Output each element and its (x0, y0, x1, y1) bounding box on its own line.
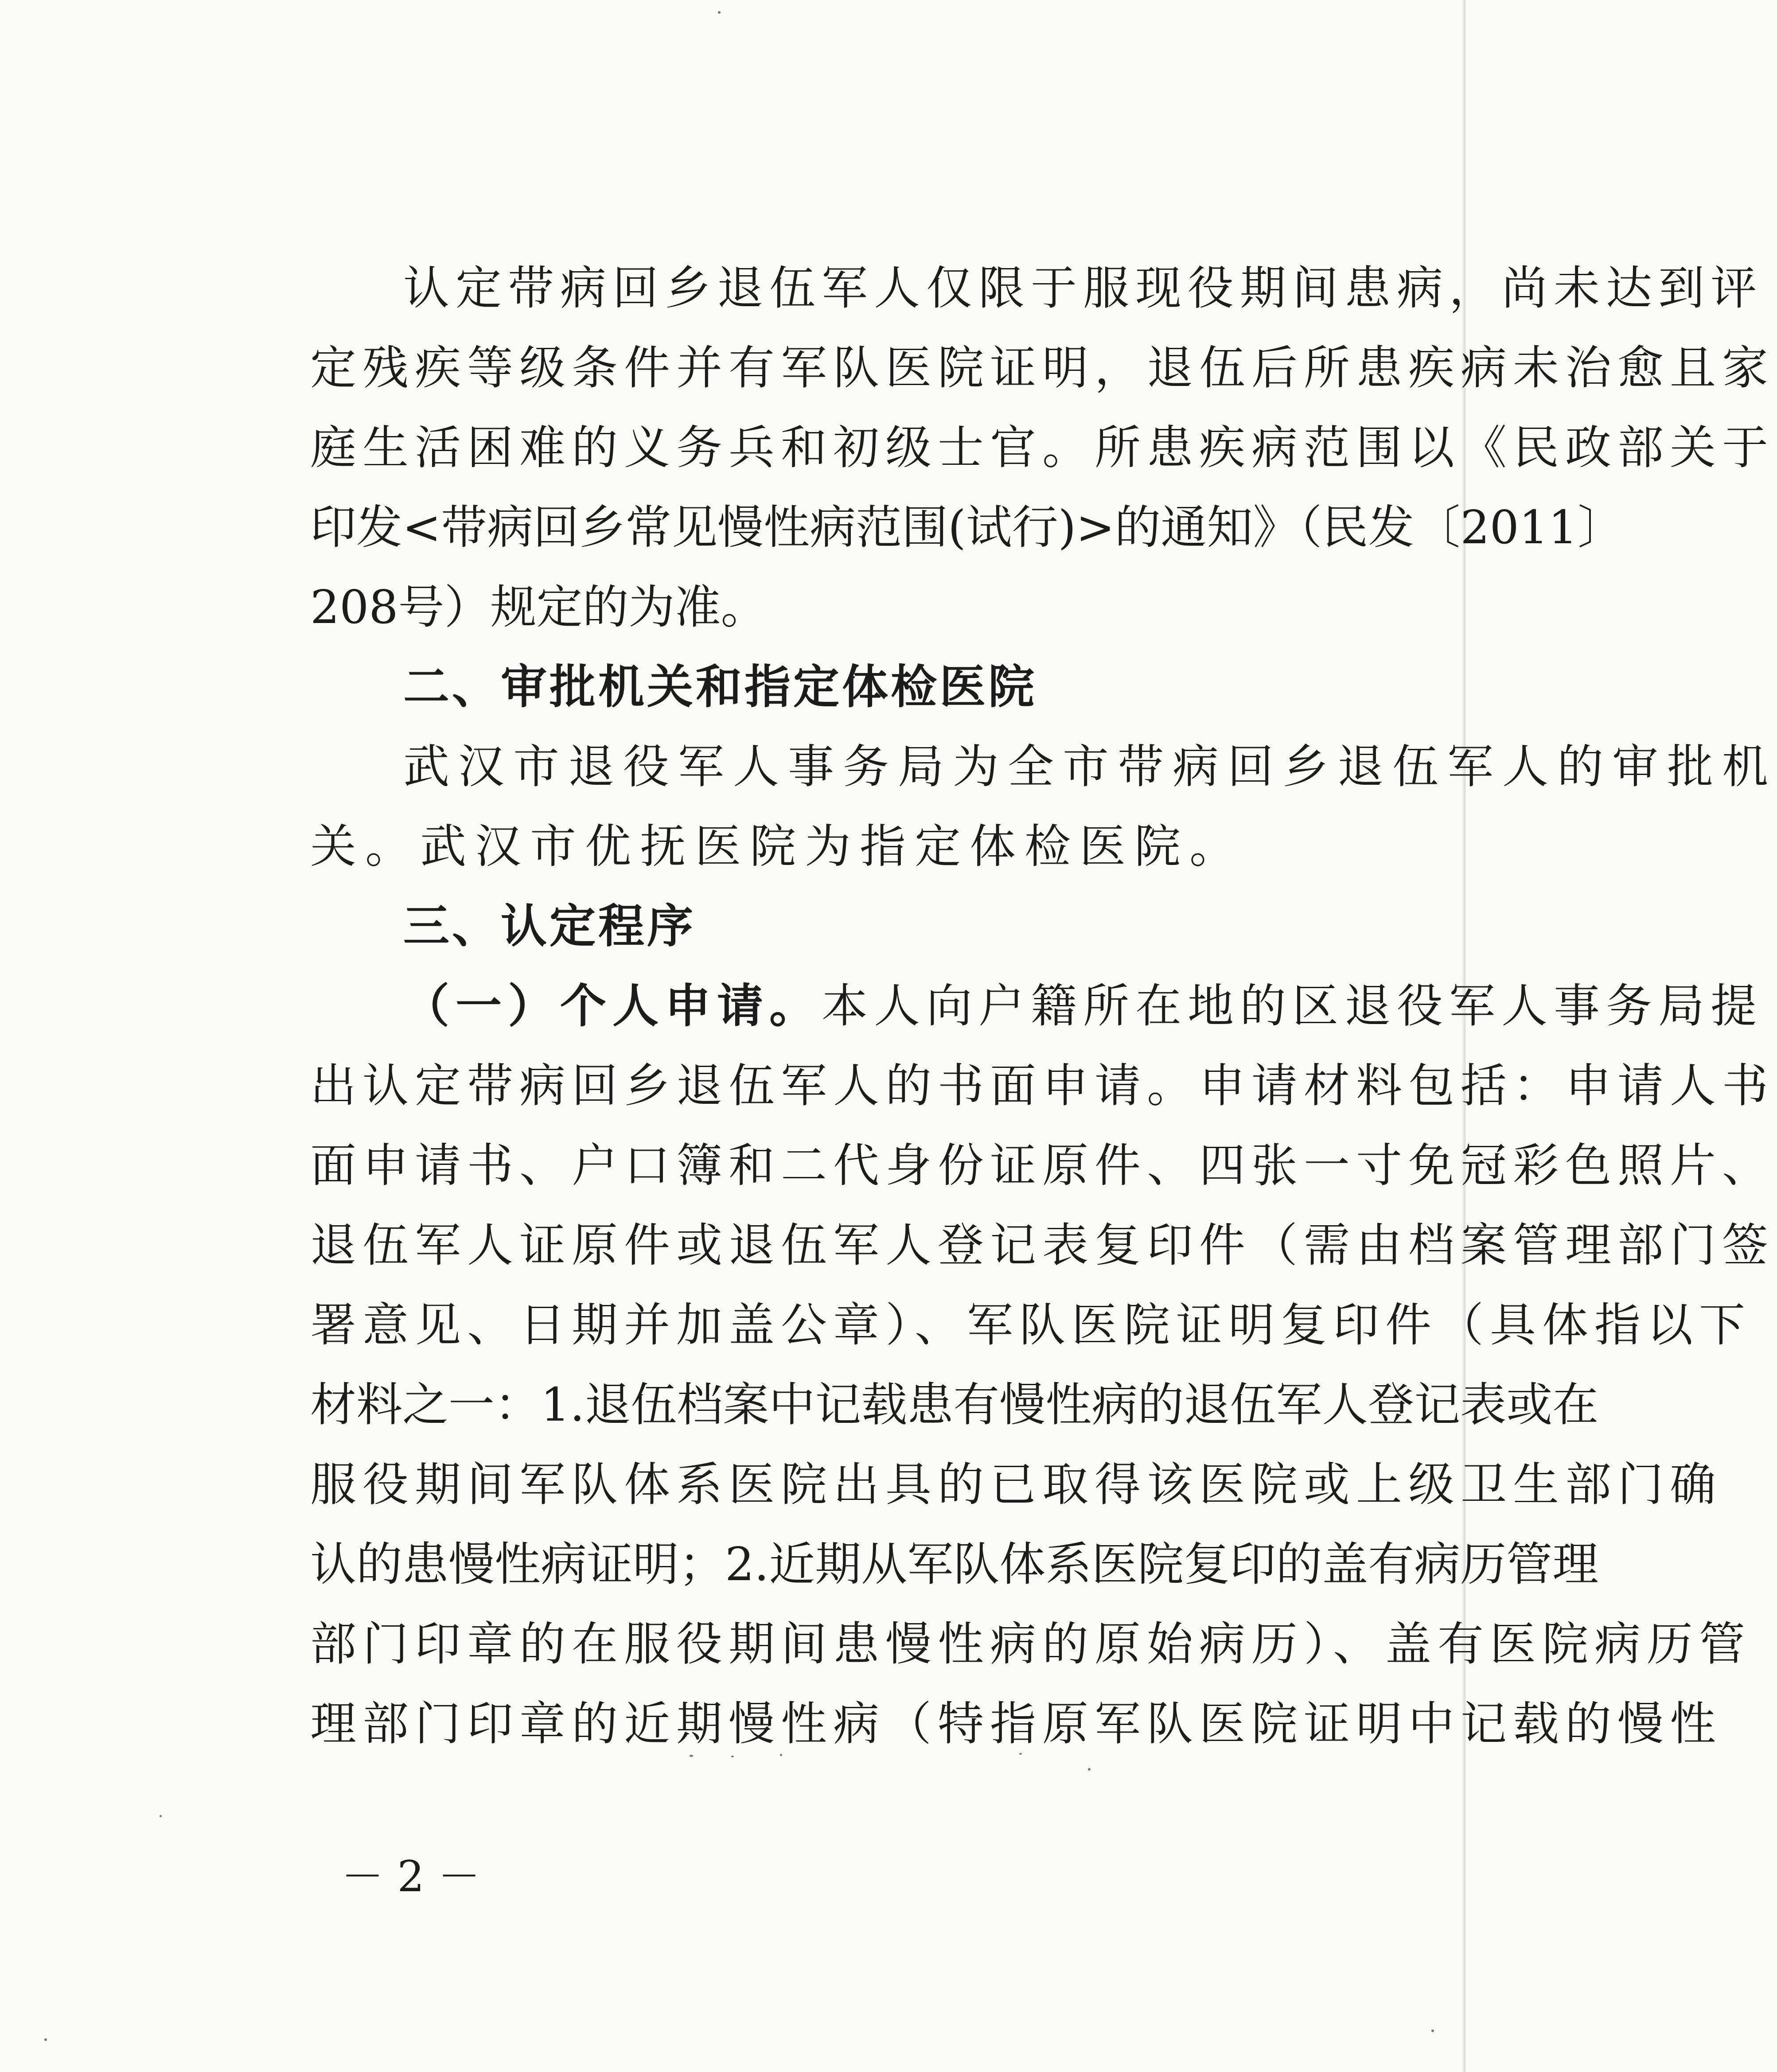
scan-speck (160, 1815, 162, 1817)
paragraph-line: 关。武汉市优抚医院为指定体检医院。 (310, 819, 1245, 873)
paragraph-line: 部门印章的在服役期间患慢性病的原始病历）、盖有医院病历管 (310, 1617, 1752, 1671)
page-number: － 2 － (341, 1852, 481, 1901)
scan-speck (44, 2038, 47, 2041)
scan-speck (731, 1756, 734, 1757)
paragraph-line: 材料之一：1.退伍档案中记载患有慢性病的退伍军人登记表或在 (310, 1378, 1599, 1432)
scan-speck (690, 1755, 693, 1757)
paragraph-line: 定残疾等级条件并有军队医院证明，退伍后所患疾病未治愈且家 (310, 341, 1775, 395)
paragraph-line: 印发<带病回乡常见慢性病范围(试行)>的通知》（民发〔2011〕 (310, 500, 1624, 554)
paragraph-line: 208号）规定的为准。 (310, 580, 767, 634)
paragraph-line: 服役期间军队体系医院出具的已取得该医院或上级卫生部门确 (310, 1457, 1722, 1511)
document-body (310, 248, 1777, 1764)
subsection-heading: （一）个人申请。 (403, 979, 822, 1033)
scan-speck (780, 1754, 782, 1756)
scan-speck (1088, 1768, 1091, 1771)
section-heading-approval: 二、审批机关和指定体检医院 (403, 660, 1037, 714)
paragraph-line: 署意见、日期并加盖公章）、军队医院证明复印件（具体指以下 (310, 1298, 1752, 1352)
scan-speck (1431, 2029, 1434, 2032)
paragraph-line: 退伍军人证原件或退伍军人登记表复印件（需由档案管理部门签 (310, 1218, 1775, 1272)
scan-speck (718, 11, 721, 14)
paragraph-line: 理部门印章的近期慢性病（特指原军队医院证明中记载的慢性 (310, 1697, 1722, 1751)
paragraph-line: 庭生活困难的义务兵和初级士官。所患疾病范围以《民政部关于 (310, 421, 1775, 475)
paragraph-line: （一）个人申请。本人向户籍所在地的区退役军人事务局提 (310, 966, 1427, 1046)
paragraph-line: 认的患慢性病证明；2.近期从军队体系医院复印的盖有病历管理 (310, 1537, 1599, 1591)
paragraph-line: 面申请书、户口簿和二代身份证原件、四张一寸免冠彩色照片、 (310, 1138, 1775, 1192)
paragraph-line: 认定带病回乡退伍军人仅限于服现役期间患病，尚未达到评 (403, 261, 1763, 315)
paragraph-line: 武汉市退役军人事务局为全市带病回乡退伍军人的审批机 (403, 740, 1777, 794)
paragraph-line: 出认定带病回乡退伍军人的书面申请。申请材料包括：申请人书 (310, 1059, 1775, 1113)
section-heading-procedure: 三、认定程序 (403, 899, 696, 953)
scan-speck (1019, 1753, 1022, 1755)
